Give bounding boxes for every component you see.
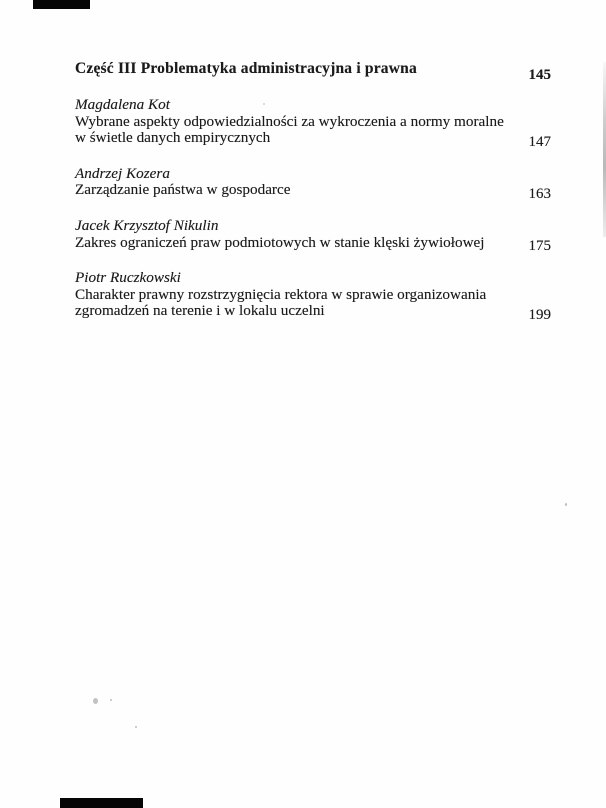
toc-entry	[75, 216, 551, 255]
entry-page-number: 175	[528, 238, 551, 255]
entry-page-number: 163	[528, 185, 551, 202]
entry-author: Andrzej Kozera	[75, 164, 170, 182]
entry-title-line: Wybrane aspekty odpowiedzialności za wykroczenia a normy moralne	[75, 112, 504, 130]
entry-title-line: Zakres ograniczeń praw podmiotowych w stanie klęski żywiołowej	[75, 233, 485, 251]
entry-title-line: zgromadzeń na terenie i w lokalu uczelni	[75, 302, 325, 320]
scan-speck	[135, 726, 137, 728]
toc-entry	[75, 96, 551, 150]
entry-page-number: 199	[528, 306, 551, 323]
scan-speck	[110, 699, 112, 701]
entry-page-number: 147	[528, 133, 551, 150]
entry-author: Piotr Ruczkowski	[75, 269, 181, 287]
entry-text	[75, 166, 290, 199]
toc-entry	[75, 269, 551, 323]
entry-author: Magdalena Kot	[75, 96, 170, 113]
scan-speck	[93, 698, 98, 704]
scan-artifact-bottom	[60, 798, 143, 808]
entry-text	[75, 270, 486, 320]
entry-text	[75, 218, 485, 251]
section-page-number: 145	[528, 67, 551, 83]
section-heading: Część III Problematyka administracyjna i prawna	[75, 60, 417, 77]
entry-title-line: Zarządzanie państwa w gospodarce	[75, 181, 291, 199]
entry-title-line: w świetle danych empirycznych	[75, 129, 271, 147]
scan-speck	[565, 503, 567, 506]
toc-content	[75, 60, 551, 339]
toc-entry	[75, 164, 551, 202]
scan-artifact-top	[33, 0, 90, 9]
entry-author: Jacek Krzysztof Nikulin	[75, 216, 219, 234]
section-heading-row	[75, 60, 551, 83]
entry-text	[75, 97, 504, 147]
entry-title-line: Charakter prawny rozstrzygnięcia rektora w sprawie organizowania	[75, 285, 487, 303]
